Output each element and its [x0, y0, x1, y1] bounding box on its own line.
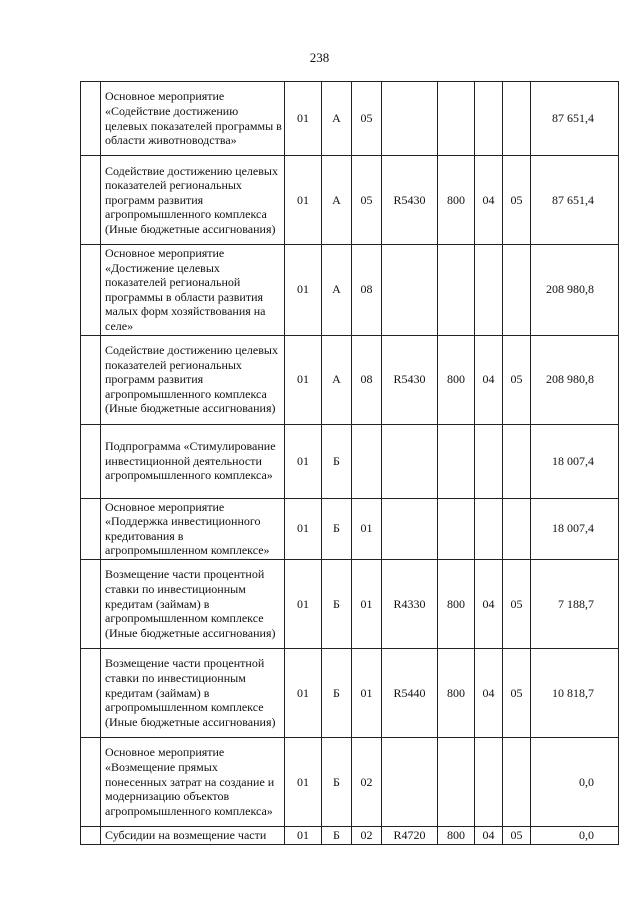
subprogram-code-cell: А	[322, 82, 352, 156]
subprogram-code-cell: А	[322, 156, 352, 245]
page-number: 238	[309, 50, 330, 65]
amount-cell: 87 651,4	[531, 156, 619, 245]
subprogram-code-cell: Б	[322, 648, 352, 737]
table-row	[81, 424, 619, 498]
section-cell: 04	[475, 335, 503, 424]
activity-code-cell: 02	[352, 826, 382, 844]
subprogram-code-cell: Б	[322, 737, 352, 826]
program-code-cell: 01	[285, 826, 322, 844]
section-cell: 04	[475, 826, 503, 844]
table-row	[81, 156, 619, 245]
subprogram-code-cell: Б	[322, 498, 352, 559]
row-index-cell	[81, 559, 101, 648]
table-row	[81, 335, 619, 424]
expense-type-cell: 800	[438, 648, 475, 737]
direction-code-cell	[382, 498, 438, 559]
expense-type-cell: 800	[438, 559, 475, 648]
subsection-cell	[503, 737, 531, 826]
row-index-cell	[81, 245, 101, 336]
expense-type-cell	[438, 424, 475, 498]
item-name-cell: Возмещение части процентной ставки по инвестиционным кредитам (займам) в агропромышленном комплексе (Иные бюджетные ассигнования)	[101, 648, 285, 737]
subsection-cell	[503, 498, 531, 559]
item-name-cell: Подпрограмма «Стимулирование инвестиционной деятельности агропромышленного комплекса»	[101, 424, 285, 498]
row-index-cell	[81, 335, 101, 424]
row-index-cell	[81, 424, 101, 498]
direction-code-cell: R4720	[382, 826, 438, 844]
subsection-cell	[503, 424, 531, 498]
subsection-cell: 05	[503, 335, 531, 424]
subsection-cell: 05	[503, 156, 531, 245]
program-code-cell: 01	[285, 82, 322, 156]
subprogram-code-cell: А	[322, 335, 352, 424]
item-name-cell: Субсидии на возмещение части	[101, 826, 285, 844]
amount-cell: 10 818,7	[531, 648, 619, 737]
activity-code-cell: 01	[352, 498, 382, 559]
amount-cell: 208 980,8	[531, 245, 619, 336]
expense-type-cell	[438, 245, 475, 336]
subsection-cell	[503, 245, 531, 336]
direction-code-cell	[382, 82, 438, 156]
table-row	[81, 559, 619, 648]
item-name-cell: Содействие достижению целевых показателей региональных программ развития агропромышленного комплекса (Иные бюджетные ассигнования)	[101, 156, 285, 245]
section-cell	[475, 245, 503, 336]
subprogram-code-cell: А	[322, 245, 352, 336]
section-cell: 04	[475, 559, 503, 648]
section-cell: 04	[475, 648, 503, 737]
item-name-cell: Содействие достижению целевых показателей региональных программ развития агропромышленного комплекса (Иные бюджетные ассигнования)	[101, 335, 285, 424]
subsection-cell: 05	[503, 826, 531, 844]
section-cell	[475, 82, 503, 156]
subsection-cell: 05	[503, 559, 531, 648]
activity-code-cell: 01	[352, 559, 382, 648]
subsection-cell	[503, 82, 531, 156]
amount-cell: 208 980,8	[531, 335, 619, 424]
table-row	[81, 648, 619, 737]
row-index-cell	[81, 826, 101, 844]
row-index-cell	[81, 82, 101, 156]
direction-code-cell	[382, 424, 438, 498]
amount-cell: 18 007,4	[531, 498, 619, 559]
expense-type-cell	[438, 737, 475, 826]
program-code-cell: 01	[285, 156, 322, 245]
item-name-cell: Основное мероприятие «Содействие достижению целевых показателей программы в области животноводства»	[101, 82, 285, 156]
direction-code-cell: R5430	[382, 156, 438, 245]
amount-cell: 7 188,7	[531, 559, 619, 648]
expense-type-cell: 800	[438, 335, 475, 424]
item-name-cell: Основное мероприятие «Поддержка инвестиционного кредитования в агропромышленном комплексе»	[101, 498, 285, 559]
item-name-cell: Возмещение части процентной ставки по инвестиционным кредитам (займам) в агропромышленном комплексе (Иные бюджетные ассигнования)	[101, 559, 285, 648]
amount-cell: 87 651,4	[531, 82, 619, 156]
expense-type-cell	[438, 82, 475, 156]
amount-cell: 18 007,4	[531, 424, 619, 498]
subsection-cell: 05	[503, 648, 531, 737]
subprogram-code-cell: Б	[322, 424, 352, 498]
activity-code-cell	[352, 424, 382, 498]
direction-code-cell: R4330	[382, 559, 438, 648]
section-cell: 04	[475, 156, 503, 245]
activity-code-cell: 05	[352, 156, 382, 245]
table-row	[81, 82, 619, 156]
row-index-cell	[81, 737, 101, 826]
expense-type-cell	[438, 498, 475, 559]
program-code-cell: 01	[285, 498, 322, 559]
row-index-cell	[81, 156, 101, 245]
section-cell	[475, 737, 503, 826]
program-code-cell: 01	[285, 737, 322, 826]
budget-table	[80, 81, 619, 845]
program-code-cell: 01	[285, 335, 322, 424]
subprogram-code-cell: Б	[322, 826, 352, 844]
direction-code-cell: R5430	[382, 335, 438, 424]
direction-code-cell: R5440	[382, 648, 438, 737]
expense-type-cell: 800	[438, 156, 475, 245]
subprogram-code-cell: Б	[322, 559, 352, 648]
activity-code-cell: 08	[352, 335, 382, 424]
program-code-cell: 01	[285, 245, 322, 336]
activity-code-cell: 05	[352, 82, 382, 156]
item-name-cell: Основное мероприятие «Достижение целевых показателей региональной программы в области развития малых форм хозяйствования на селе»	[101, 245, 285, 336]
table-row	[81, 737, 619, 826]
item-name-cell: Основное мероприятие «Возмещение прямых понесенных затрат на создание и модернизацию объектов агропромышленного комплекса»	[101, 737, 285, 826]
row-index-cell	[81, 498, 101, 559]
expense-type-cell: 800	[438, 826, 475, 844]
program-code-cell: 01	[285, 648, 322, 737]
activity-code-cell: 02	[352, 737, 382, 826]
program-code-cell: 01	[285, 424, 322, 498]
direction-code-cell	[382, 737, 438, 826]
amount-cell: 0,0	[531, 737, 619, 826]
activity-code-cell: 08	[352, 245, 382, 336]
amount-cell: 0,0	[531, 826, 619, 844]
activity-code-cell: 01	[352, 648, 382, 737]
table-row	[81, 826, 619, 844]
direction-code-cell	[382, 245, 438, 336]
table-row	[81, 498, 619, 559]
table-row	[81, 245, 619, 336]
section-cell	[475, 424, 503, 498]
section-cell	[475, 498, 503, 559]
program-code-cell: 01	[285, 559, 322, 648]
row-index-cell	[81, 648, 101, 737]
